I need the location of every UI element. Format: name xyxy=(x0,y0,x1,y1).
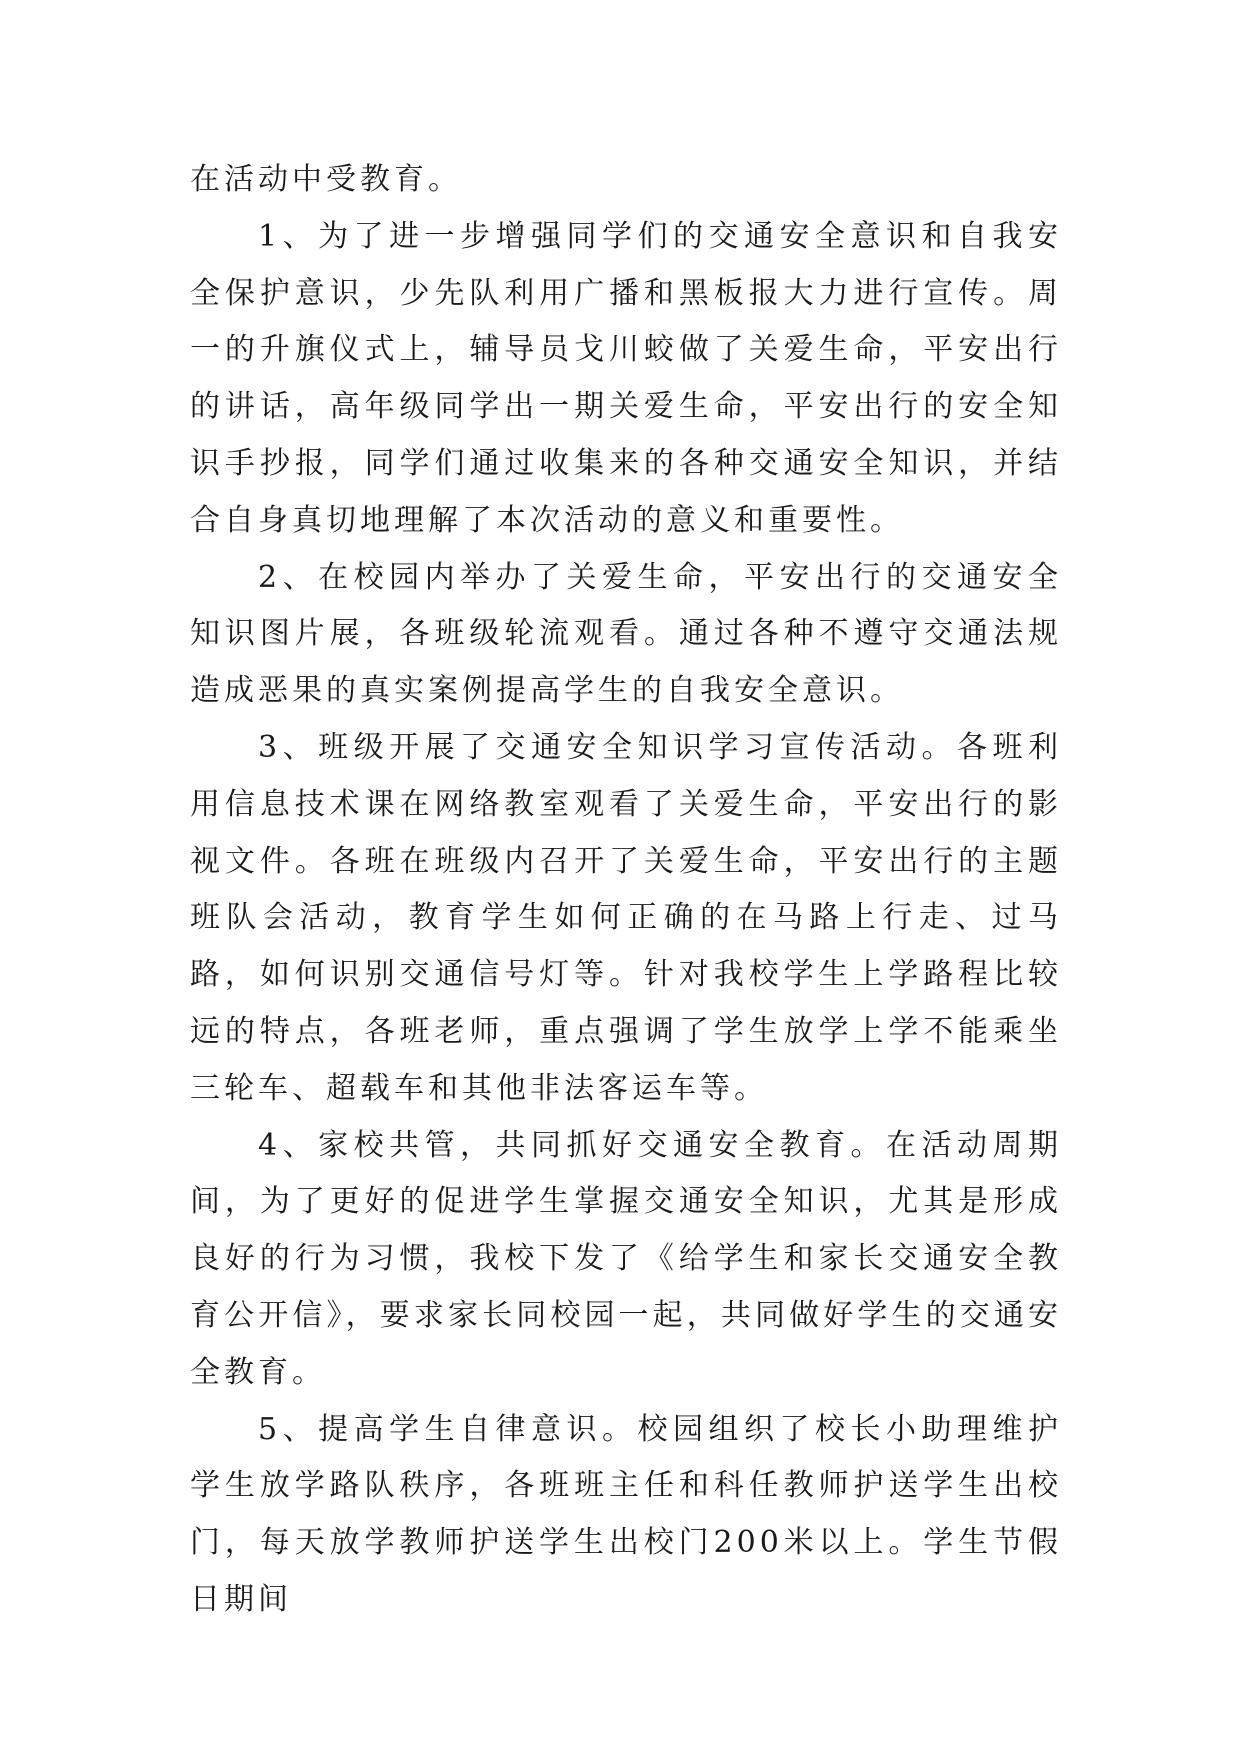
paragraph-item-5: 5、提高学生自律意识。校园组织了校长小助理维护学生放学路队秩序，各班班主任和科任教师护送学生出校门，每天放学教师护送学生出校门200米以上。学生节假日期间 xyxy=(190,1411,1062,1617)
paragraph-item-1: 1、为了进一步增强同学们的交通安全意识和自我安全保护意识，少先队利用广播和黑板报大力进行宣传。周一的升旗仪式上，辅导员戈川蛟做了关爱生命，平安出行的讲话，高年级同学出一期关爱生命，平安出行的安全知识手抄报，同学们通过收集来的各种交通安全知识，并结合自身真切地理解了本次活动的意义和重要性。 xyxy=(190,218,1062,538)
paragraph-item-2: 2、在校园内举办了关爱生命，平安出行的交通安全知识图片展，各班级轮流观看。通过各种不遵守交通法规造成恶果的真实案例提高学生的自我安全意识。 xyxy=(190,559,1062,709)
document-body xyxy=(190,152,1062,1629)
paragraph-item-3: 3、班级开展了交通安全知识学习宣传活动。各班利用信息技术课在网络教室观看了关爱生命，平安出行的影视文件。各班在班级内召开了关爱生命，平安出行的主题班队会活动，教育学生如何正确的在马路上行走、过马路，如何识别交通信号灯等。针对我校学生上学路程比较远的特点，各班老师，重点强调了学生放学上学不能乘坐三轮车、超载车和其他非法客运车等。 xyxy=(190,729,1062,1106)
paragraph-item-4: 4、家校共管，共同抓好交通安全教育。在活动周期间，为了更好的促进学生掌握交通安全知识，尤其是形成良好的行为习惯，我校下发了《给学生和家长交通安全教育公开信》，要求家长同校园一起，共同做好学生的交通安全教育。 xyxy=(190,1127,1062,1390)
paragraph-continuation: 在活动中受教育。 xyxy=(190,162,462,197)
